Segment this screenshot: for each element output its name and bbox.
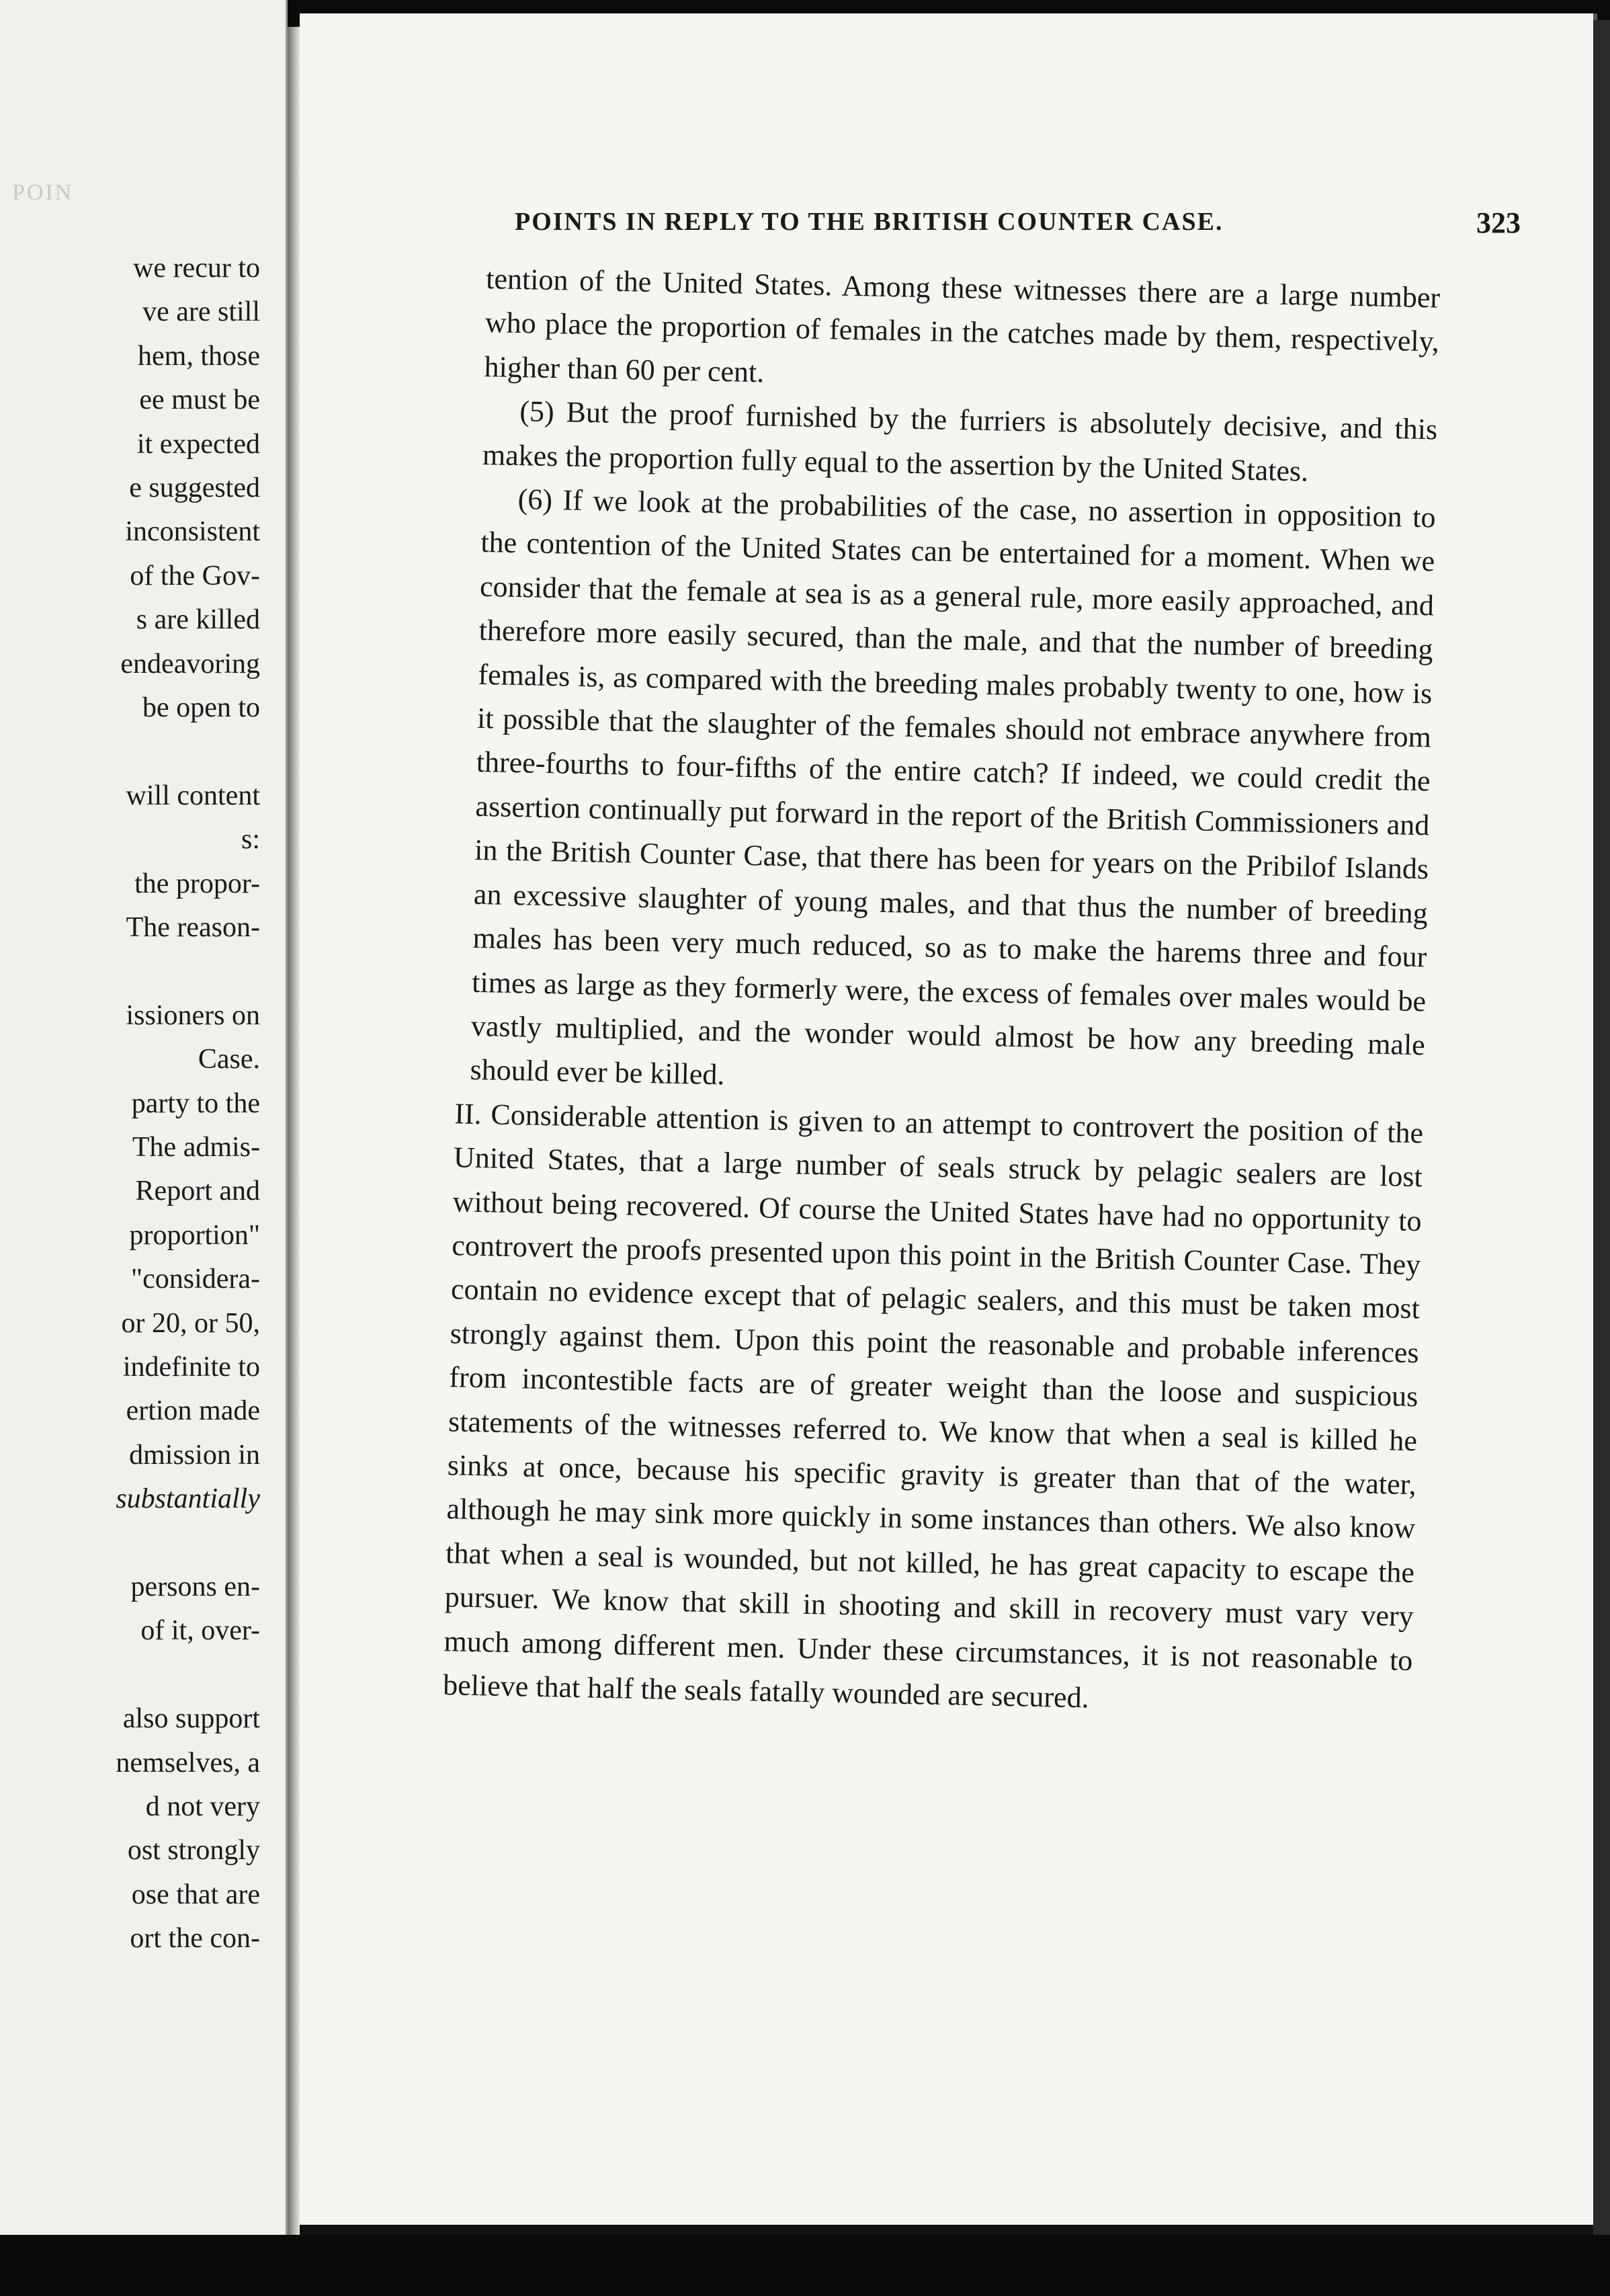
left-page-line: also support: [122, 1703, 260, 1735]
left-page-line: inconsistent: [125, 516, 260, 548]
left-page-line: s are killed: [136, 604, 260, 636]
left-page-line: the propor-: [134, 868, 260, 899]
left-page-line: ose that are: [131, 1879, 260, 1910]
left-page-line: s:: [241, 824, 260, 856]
paragraph-section-ii: II. Considerable attention is given to an attempt to controvert the position of the United States, that a large number of seals struck by pelagic sealers are lost without being recovered. Of course the United States have had no opportunity to controvert the proofs presented upon this point in the British Counter Case. They contain no evidence except that of pelagic sealers, and this must be taken most strongly against them. Upon this point the reasonable and probable inferences from incontestible facts are of greater weight than the loose and suspicious statements of the witnesses referred to. We know that when a seal is killed he sinks at once, because his specific gravity is greater than that of the water, although he may sink more quickly in some instances than others. We also know that when a seal is wounded, but not killed, he has great capacity to escape the pursuer. We know that skill in shooting and skill in recovery must vary very much among different men. Under these circumstances, it is not reasonable to believe that half the seals fatally wounded are secured.: [442, 1097, 1424, 1715]
left-page-fragment: [0, 0, 288, 2235]
left-page-line: party to the: [131, 1088, 260, 1119]
left-page-line: of it, over-: [140, 1615, 260, 1647]
left-page-ghost-header: POIN: [12, 180, 74, 205]
left-page-line: of the Gov-: [130, 560, 260, 591]
left-page-line: endeavoring: [120, 648, 260, 680]
paragraph-continuation: tention of the United States. Among these witnesses there are a large number who place the proportion of females in the catches made by them, respectively, higher than 60 per cent.: [484, 261, 1441, 389]
left-page-line: or 20, or 50,: [121, 1307, 260, 1339]
left-page-line: it expected: [136, 428, 260, 460]
left-page-line: hem, those: [138, 340, 260, 372]
paragraph-point-6: (6) If we look at the probabilities of the case, no assertion in opposition to the contention of the United States can be entertained for a moment. When we consider that the female at sea is as a general rule, more easily approached, and therefore more easily secured, than the male, and that the number of breeding females is, as compared with the breeding males probably twenty to one, how is it possible that the slaughter of the females should not embrace anywhere from three-fourths to four-fifths of the entire catch? If indeed, we could credit the assertion continually put forward in the report of the British Commissioners and in the British Counter Case, that there has been for years on the Pribilof Islands an excessive slaughter of young males, and that thus the number of breeding males has been very much reduced, so as to make the harems three and four times as large as they formerly were, the excess of females over males would be vastly multiplied, and the wonder would almost be how any breeding male should ever be killed.: [470, 483, 1436, 1092]
running-head: POINTS IN REPLY TO THE BRITISH COUNTER CASE.: [515, 208, 1224, 236]
left-page-line: "considera-: [130, 1264, 260, 1295]
paragraph-point-5: (5) But the proof furnished by the furriers is absolutely decisive, and this makes the proportion fully equal to the assertion by the United States.: [482, 395, 1438, 488]
page-edge-shadow: [1593, 20, 1610, 2238]
left-page-line: we recur to: [133, 253, 260, 284]
book-gutter: [288, 27, 300, 2238]
left-page-line: e suggested: [129, 473, 260, 503]
left-page-line: ort the con-: [130, 1923, 260, 1955]
left-page-line: indefinite to: [122, 1352, 260, 1383]
left-page-line: The reason-: [126, 912, 260, 943]
left-page-line: ertion made: [126, 1395, 260, 1427]
left-page-line: ee must be: [139, 384, 260, 416]
left-page-line: ve are still: [142, 296, 260, 328]
left-page-line: be open to: [142, 692, 260, 723]
left-page-line: dmission in: [129, 1439, 260, 1471]
left-page-line: issioners on: [126, 999, 260, 1031]
body-text: [442, 257, 1441, 1726]
left-page-line: The admis-: [132, 1132, 260, 1163]
left-page-line: d not very: [145, 1791, 260, 1822]
left-page-line: will content: [126, 780, 260, 811]
right-page: [300, 13, 1597, 2225]
left-page-line: proportion": [129, 1219, 260, 1251]
page-content: [300, 13, 1593, 2225]
left-page-line: nemselves, a: [116, 1747, 260, 1778]
left-page-line: ost strongly: [127, 1835, 260, 1867]
left-page-line: Case.: [198, 1044, 260, 1075]
page-header: [515, 207, 1521, 242]
page-number: 323: [1476, 206, 1521, 239]
left-page-line: persons en-: [130, 1571, 260, 1602]
left-page-line: substantially: [116, 1483, 260, 1515]
scan-bottom-border: [0, 2235, 1610, 2296]
left-page-line: Report and: [135, 1176, 260, 1207]
